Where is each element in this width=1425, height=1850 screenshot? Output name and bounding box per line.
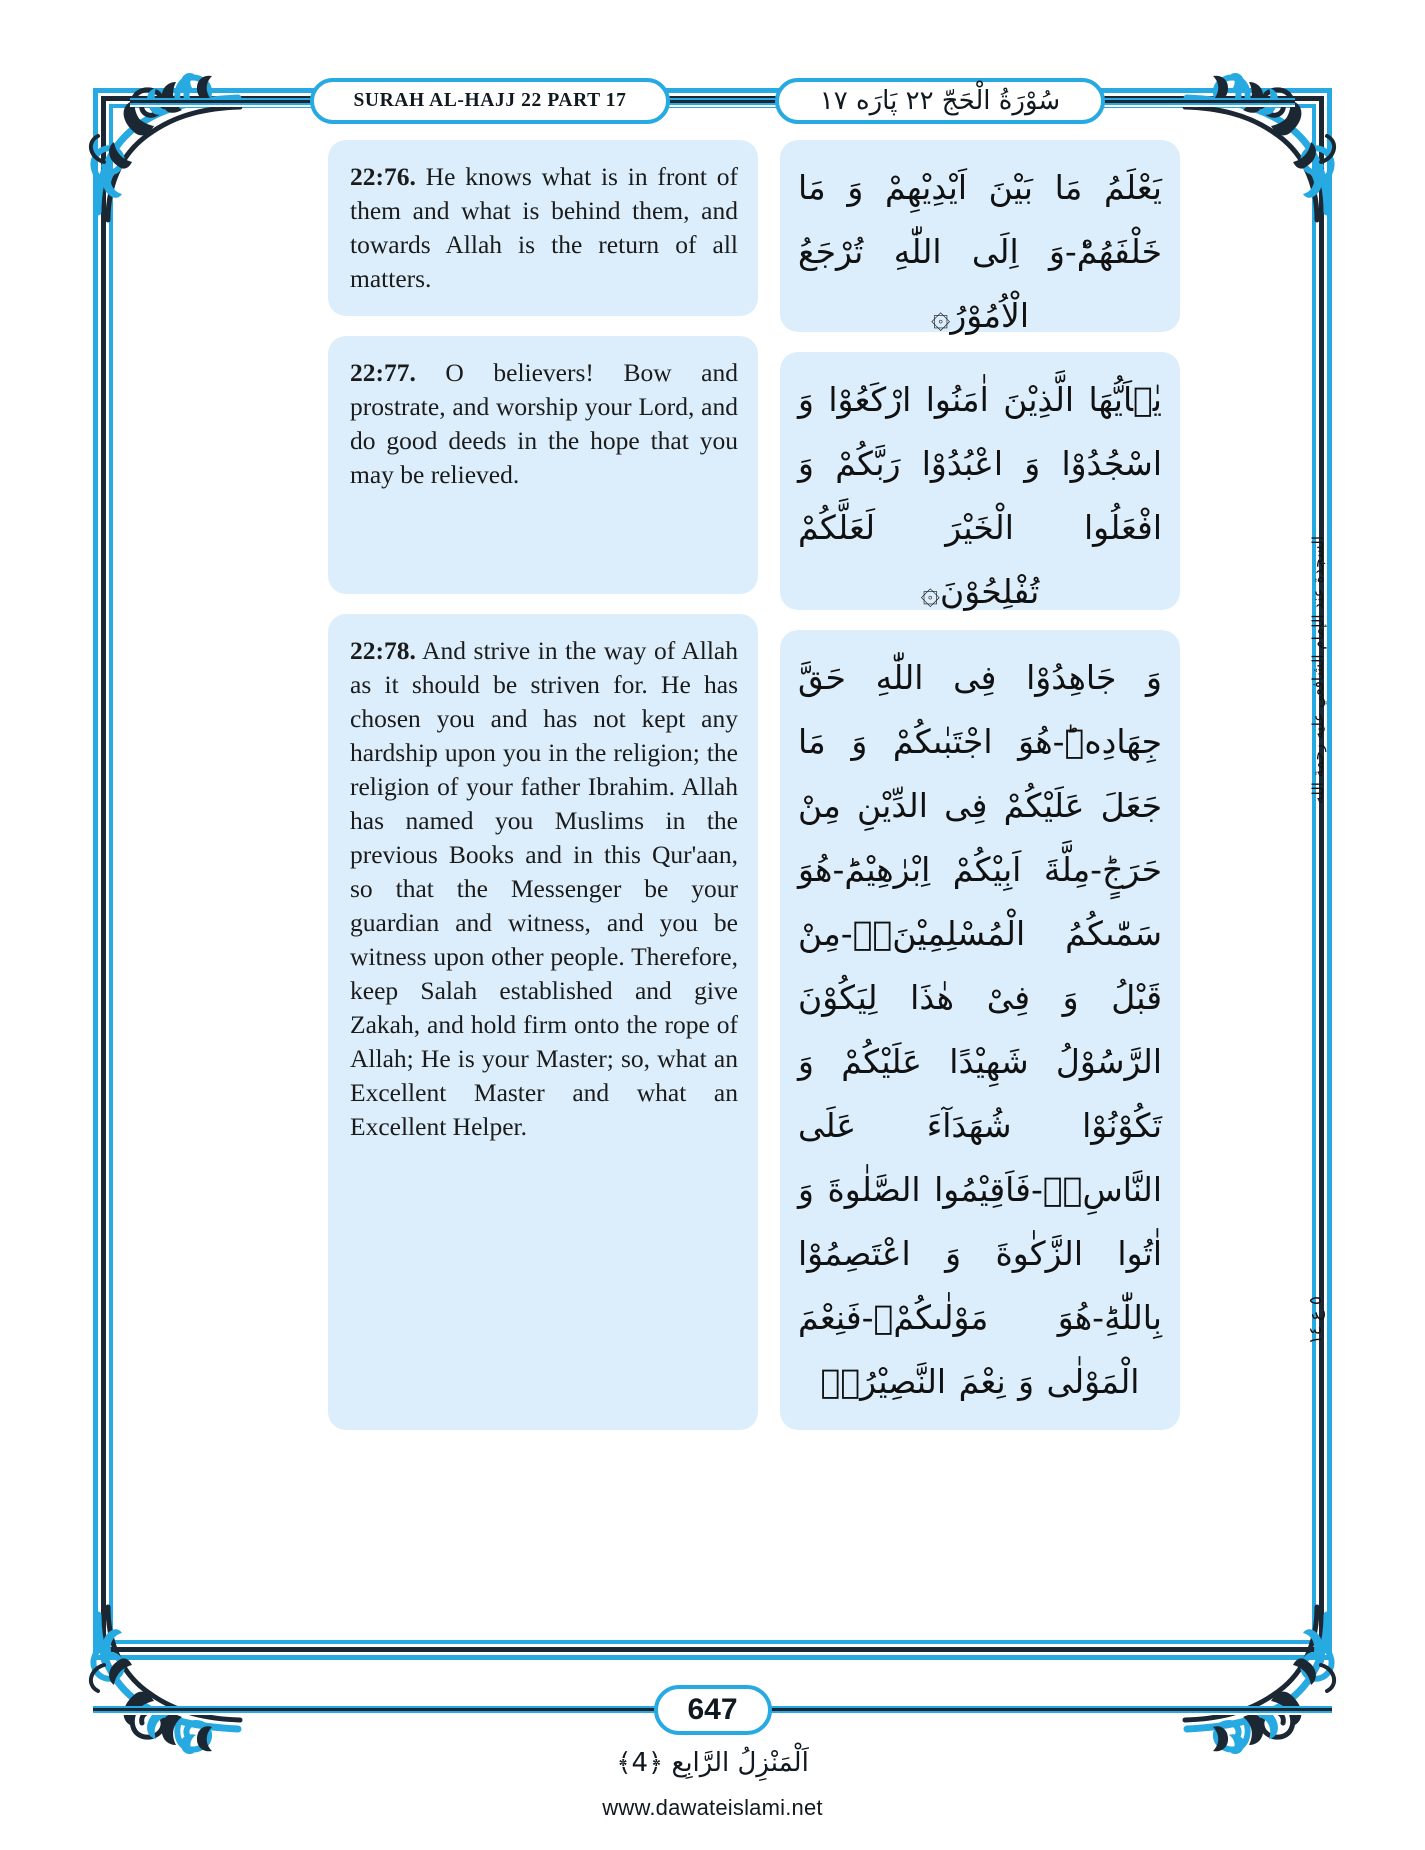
verse-english-body: He knows what is in front of them and what is behind them, and towards Allah is the return of all matters. xyxy=(350,162,738,293)
verse-english-text xyxy=(350,160,738,296)
english-column xyxy=(328,140,758,1430)
verse-card-arabic xyxy=(780,140,1180,335)
sajdah-note-text: السجدة عند الإمام الشافعي عليه رحمة الله xyxy=(1309,536,1327,804)
header-rule xyxy=(130,98,1295,107)
ruku-marker-text: ٥ ع ١٤ xyxy=(1306,1295,1327,1345)
website-url: www.dawateislami.net xyxy=(602,1795,823,1820)
sajdah-margin-note xyxy=(1295,480,1341,860)
surah-title-arabic: سُوْرَةُ الْحَجّ ٢٢ پَارَه ١٧ xyxy=(819,86,1061,116)
verse-arabic-text: وَ جَاهِدُوْا فِی اللّٰهِ حَقَّ جِهَادِهٖؕ-هُوَ اجْتَبٰىكُمْ وَ مَا جَعَلَ عَلَیْكُمْ فِی الدِّیْنِ مِنْ حَرَجٍؕ-مِلَّةَ اَبِیْكُمْ اِبْرٰهِیْمَؕ-هُوَ سَمّٰىكُمُ الْمُسْلِمِیْنَ۬ۙ-مِنْ قَبْلُ وَ فِیْ هٰذَا لِیَكُوْنَ الرَّسُوْلُ شَهِیْدًا عَلَیْكُمْ وَ تَكُوْنُوْا شُهَدَآءَ عَلَى النَّاسِۚۖ-فَاَقِیْمُوا الصَّلٰوةَ وَ اٰتُوا الزَّكٰوةَ وَ اعْتَصِمُوْا بِاللّٰهِؕ-هُوَ مَوْلٰىكُمْۚ-فَنِعْمَ الْمَوْلٰى وَ نِعْمَ النَّصِیْرُ۠۞ xyxy=(798,658,1162,1401)
surah-title-english: SURAH AL-HAJJ 22 PART 17 xyxy=(353,90,627,111)
verse-card-arabic xyxy=(780,352,1180,610)
page-footer xyxy=(93,1686,1332,1736)
verse-card-arabic xyxy=(780,630,1180,1430)
verse-english-text xyxy=(350,634,738,1144)
verse-english-text xyxy=(350,356,738,492)
page-number-pill xyxy=(654,1685,772,1735)
surah-title-english-pill xyxy=(310,78,670,124)
manzil-label: اَلْمَنْزِلُ الرَّابِع ﴿4﴾ xyxy=(616,1748,809,1778)
page-number: 647 xyxy=(687,1693,738,1726)
verse-english-body: And strive in the way of Allah as it should be striven for. He has chosen you and has not kept any hardship upon you in the religion; the religion of your father Ibrahim. Allah has named you Muslims in the previous Books and in this Qur'aan, so that the Messenger be your guardian and witness, and you be witness upon other people. Therefore, keep Salah established and give Zakah, and hold firm onto the rope of Allah; He is your Master; so, what an Excellent Master and what an Excellent Helper. xyxy=(350,636,739,1141)
surah-title-arabic-pill xyxy=(775,78,1105,124)
verse-card-english xyxy=(328,614,758,1430)
verse-english-body: O believers! Bow and prostrate, and worship your Lord, and do good deeds in the hope that you may be relieved. xyxy=(350,358,738,489)
page-header xyxy=(130,78,1295,126)
arabic-column xyxy=(780,140,1180,1430)
verse-card-english xyxy=(328,336,758,594)
verse-arabic-text: یَعْلَمُ مَا بَیْنَ اَیْدِیْهِمْ وَ مَا خَلْفَهُمْؕ-وَ اِلَى اللّٰهِ تُرْجَعُ الْاُمُوْرُ۞ xyxy=(798,168,1162,335)
verse-reference: 22:78. xyxy=(350,636,416,665)
verse-reference: 22:76. xyxy=(350,162,416,191)
verse-content xyxy=(170,140,1180,1430)
ruku-marker xyxy=(1295,1265,1339,1375)
verse-card-english xyxy=(328,140,758,316)
verse-arabic-text: یٰۤاَیُّهَا الَّذِیْنَ اٰمَنُوا ارْكَعُوْا وَ اسْجُدُوْا وَ اعْبُدُوْا رَبَّكُمْ وَ افْعَلُوا الْخَیْرَ لَعَلَّكُمْ تُفْلِحُوْنَ۞ xyxy=(798,380,1162,611)
verse-reference: 22:77. xyxy=(350,358,416,387)
